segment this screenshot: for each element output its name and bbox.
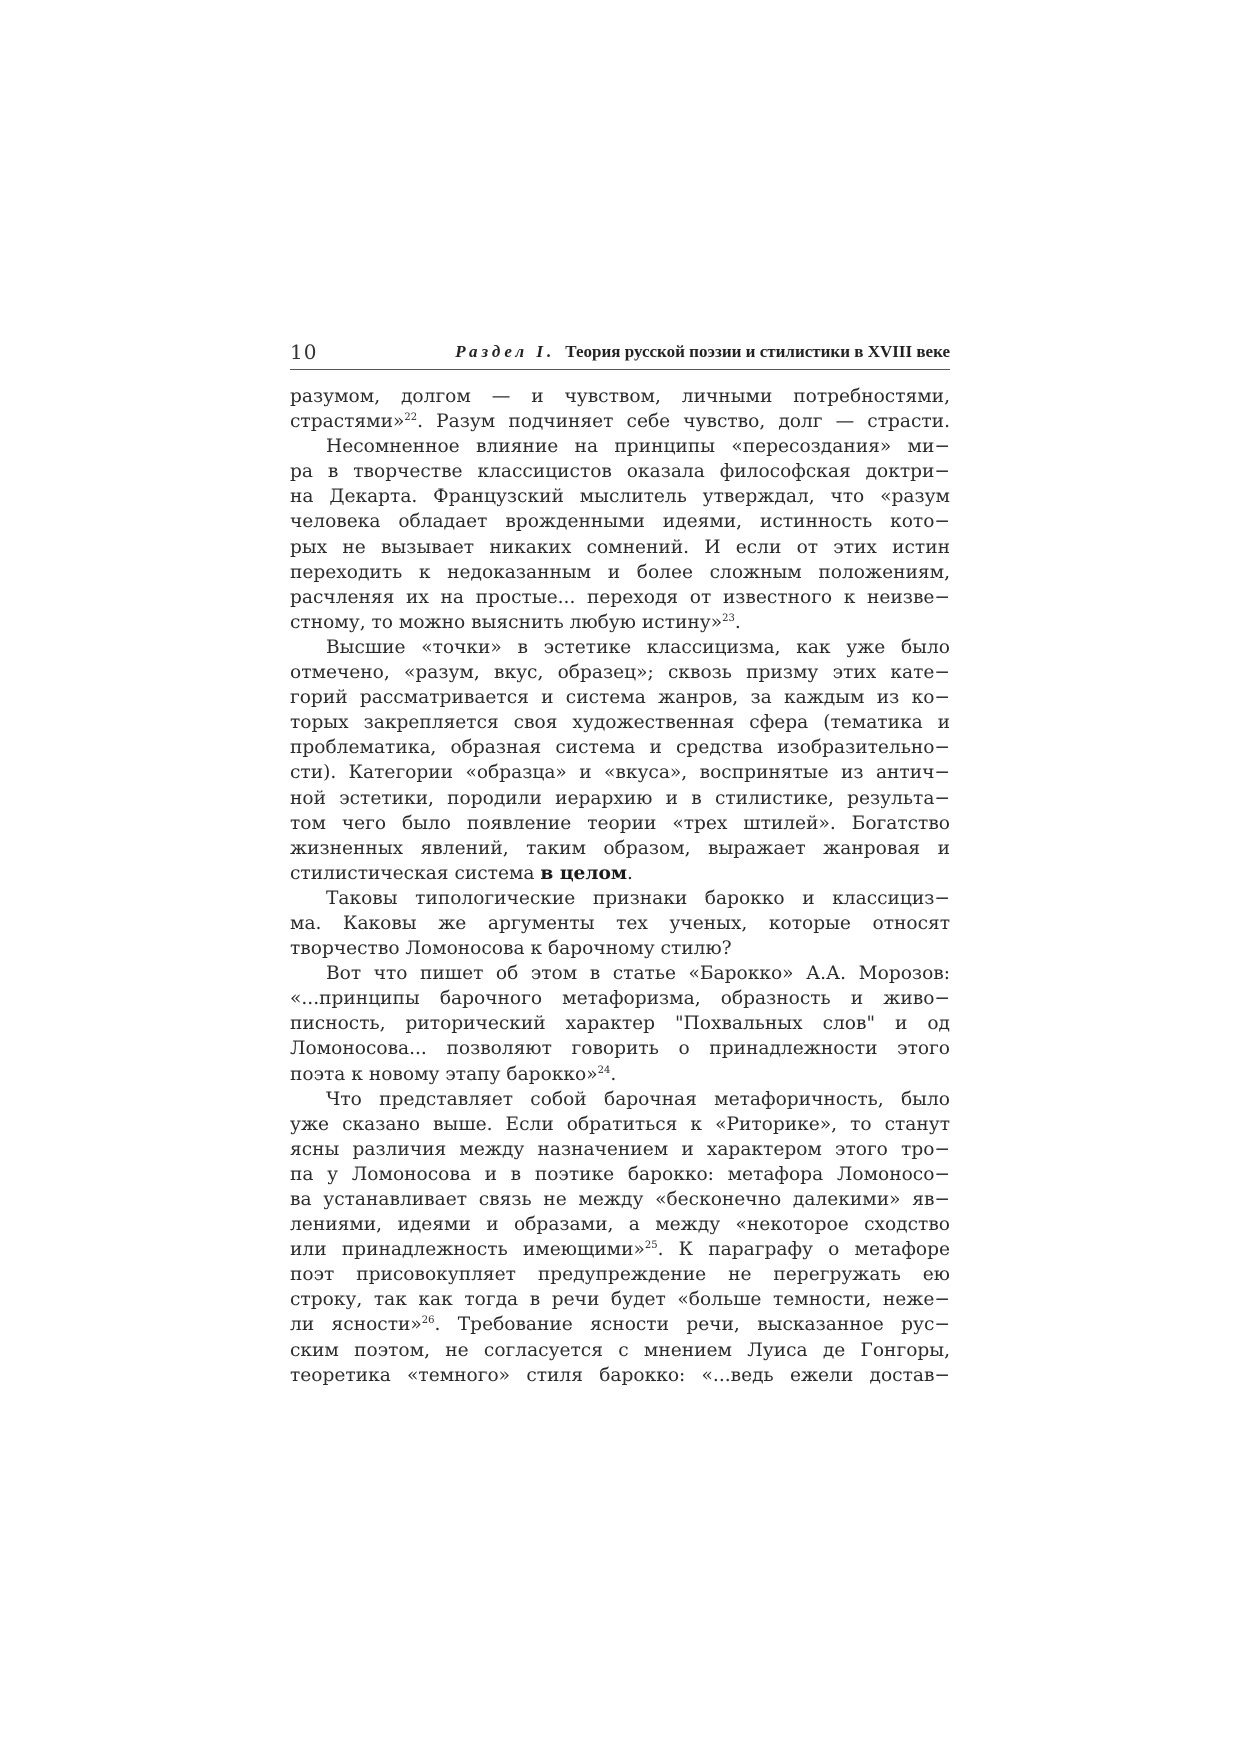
text-line: «...принципы барочного метафоризма, образность и живо− <box>290 988 950 1010</box>
footnote-ref: 24 <box>597 1064 611 1076</box>
paragraph-start-line: Что представляет собой барочная метафоричность, было <box>326 1088 950 1110</box>
text-line: ва устанавливает связь не между «бесконечно далекими» яв− <box>290 1189 950 1210</box>
text-line: том чего было появление теории «трех штилей». Богатство <box>290 812 950 834</box>
running-head <box>290 335 950 370</box>
text-line: ясны различия между назначением и характером этого тро− <box>290 1138 950 1160</box>
footnote-ref: 22 <box>404 412 418 424</box>
paragraph-start-line: Высшие «точки» в эстетике классицизма, как уже было <box>326 636 950 658</box>
footnote-ref: 23 <box>722 612 735 624</box>
page-number: 10 <box>290 340 318 364</box>
text-line: стному, то можно выяснить любую истину»$^{23}$. <box>290 611 741 633</box>
text-line: переходить к недоказанным и более сложным положениям, <box>290 561 950 583</box>
text-line: отмечено, «разум, вкус, образец»; сквозь призму этих кате− <box>290 662 950 684</box>
text-line: поэта к новому этапу барокко»$^{24}$. <box>290 1063 617 1085</box>
text-line: па у Ломоносова и в поэтике барокко: метафора Ломоносо− <box>290 1163 950 1185</box>
text-line: разумом, долгом — и чувством, личными потребностями, <box>290 386 950 407</box>
chapter-title: Теория русской поэзии и стилистики в XVIII веке <box>565 342 950 361</box>
text-line: писность, риторический характер "Похвальных слов" и од <box>290 1013 950 1035</box>
text-line: жизненных явлений, таким образом, выражает жанровая и <box>290 837 950 859</box>
paragraph-start-line: Несомненное влияние на принципы «пересоздания» ми− <box>326 436 950 458</box>
running-head-title <box>455 342 950 362</box>
text-line: творчество Ломоносова к барочному стилю? <box>290 938 732 960</box>
text-line: стилистическая система в целом. <box>290 862 633 884</box>
book-page <box>290 335 950 1388</box>
text-line: на Декарта. Французский мыслитель утверждал, что «разум <box>290 486 950 508</box>
text-line: торых закрепляется своя художественная сфера (тематика и <box>290 712 950 734</box>
text-line: или принадлежность имеющими»$^{25}$. К параграфу о метафоре <box>290 1239 950 1261</box>
text-line: ским поэтом, не согласуется с мнением Луиса де Гонгоры, <box>290 1339 950 1361</box>
section-number: I. <box>536 342 556 361</box>
text-line: расчленяя их на простые... переходя от известного к неизве− <box>290 586 950 608</box>
bold-emphasis: в целом <box>540 862 628 884</box>
footnote-ref: 25 <box>644 1240 658 1252</box>
text-line: ли ясности»$^{26}$. Требование ясности речи, высказанное рус− <box>290 1314 950 1336</box>
text-line: теоретика «темного» стиля барокко: «...ведь ежели достав− <box>290 1364 950 1386</box>
section-label <box>455 342 555 361</box>
text-line: Ломоносова... позволяют говорить о принадлежности этого <box>290 1038 950 1060</box>
text-line: лениями, идеями и образами, а между «некоторое сходство <box>290 1214 950 1236</box>
text-line: проблематика, образная система и средства изобразительно− <box>290 737 950 759</box>
footnote-ref: 26 <box>421 1315 435 1327</box>
paragraph-start-line: Таковы типологические признаки барокко и классициз− <box>326 887 950 909</box>
text-line: человека обладает врожденными идеями, истинность кото− <box>290 511 950 533</box>
text-line: строку, так как тогда в речи будет «больше темности, неже− <box>290 1289 950 1311</box>
text-line: горий рассматривается и система жанров, за каждым из ко− <box>290 687 950 709</box>
text-line: ма. Каковы же аргументы тех ученых, которые относят <box>290 912 950 934</box>
text-line: ра в творчестве классицистов оказала философская доктри− <box>290 461 950 483</box>
text-line: сти). Категории «образца» и «вкуса», воспринятые из антич− <box>290 762 950 784</box>
paragraph-start-line: Вот что пишет об этом в статье «Барокко» А.А. Морозов: <box>326 963 950 985</box>
text-line: ной эстетики, породили иерархию и в стилистике, результа− <box>290 787 950 809</box>
text-line: поэт присовокупляет предупреждение не перегружать ею <box>290 1264 950 1286</box>
body-text <box>290 384 950 1388</box>
text-line: рых не вызывает никаких сомнений. И если от этих истин <box>290 536 950 558</box>
section-word: Раздел <box>455 342 529 361</box>
text-line: уже сказано выше. Если обратиться к «Риторике», то станут <box>290 1113 950 1135</box>
text-line: страстями»$^{22}$. Разум подчиняет себе чувство, долг — страсти. <box>290 411 950 433</box>
